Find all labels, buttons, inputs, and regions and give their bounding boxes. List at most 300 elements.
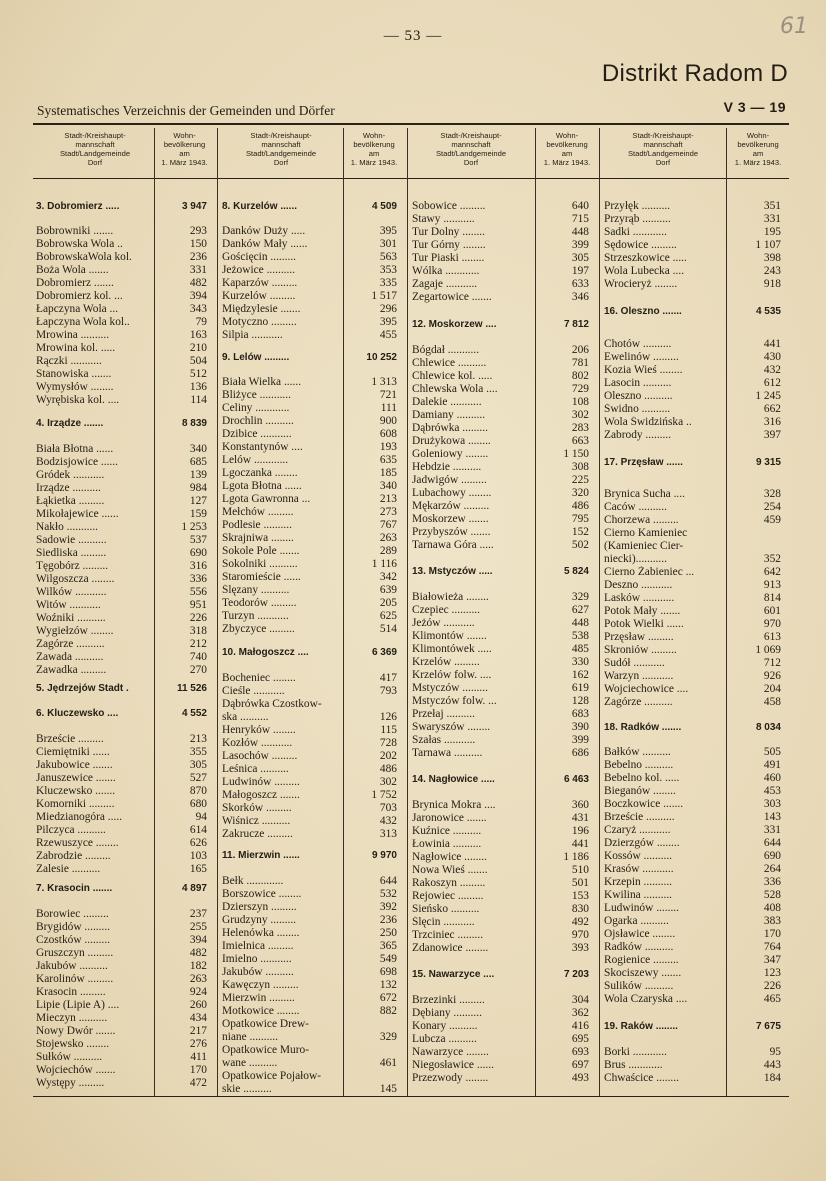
population-value: 486 [571, 500, 589, 512]
village-name: Kaparzów ......... [222, 277, 298, 289]
village-row [222, 685, 397, 698]
population-value: 432 [763, 364, 781, 376]
population-value: 482 [189, 947, 207, 959]
population-value: 432 [379, 815, 397, 827]
village-row [604, 618, 781, 631]
population-value: 336 [189, 573, 207, 585]
population-value: 690 [189, 547, 207, 559]
population-value: 635 [379, 454, 397, 466]
population-value: 398 [763, 252, 781, 264]
village-name: Lasocin .......... [604, 377, 672, 389]
village-row [604, 592, 781, 605]
population-value: 263 [189, 973, 207, 985]
village-name: Swaryszów ........ [412, 721, 491, 733]
village-name: Czostków ......... [36, 934, 111, 946]
gemeinde-row [604, 1020, 781, 1033]
population-value: 900 [379, 415, 397, 427]
village-name: Łapczyna Wola kol.. [36, 316, 130, 328]
population-value: 1 116 [371, 558, 397, 570]
population-value: 6 463 [563, 774, 589, 785]
gemeinde-name: 17. Przęsław ...... [604, 457, 683, 468]
village-name: Tęgobórz ......... [36, 560, 109, 572]
population-value: 226 [189, 612, 207, 624]
village-name: Czaryż ........... [604, 824, 671, 836]
gemeinde-row [222, 200, 397, 213]
header-line: Wohn- [746, 131, 770, 140]
village-row [36, 586, 207, 599]
gemeinde-row [604, 305, 781, 318]
village-row [36, 1012, 207, 1025]
village-row [412, 526, 589, 539]
population-value: 3 947 [181, 201, 207, 212]
population-value: 264 [763, 863, 781, 875]
village-name: Imielnica ......... [222, 940, 294, 952]
header-line: bevölkerung [353, 140, 395, 149]
population-value: 305 [571, 252, 589, 264]
village-name: Bliżyce ........... [222, 389, 291, 401]
village-name: Chlewska Wola .... [412, 383, 498, 395]
village-name: Przezwody ........ [412, 1072, 489, 1084]
village-row [604, 579, 781, 592]
village-name: Sieńsko .......... [412, 903, 480, 915]
village-name: Zagaje ........... [412, 278, 478, 290]
village-row [412, 721, 589, 734]
village-row [412, 682, 589, 695]
header-line: mannschaft [643, 140, 683, 149]
village-name: Lasków ........... [604, 592, 675, 604]
village-name: Jakubów .......... [222, 966, 294, 978]
village-row [222, 763, 397, 776]
population-value: 411 [190, 1051, 207, 1063]
header-line: 1. März 1943. [543, 158, 591, 167]
village-row [412, 474, 589, 487]
village-name: Łapczyna Wola ... [36, 303, 119, 315]
village-name: Komorniki ......... [36, 798, 115, 810]
village-name: Sudół ........... [604, 657, 665, 669]
population-value: 352 [763, 553, 781, 565]
village-row [222, 1044, 397, 1057]
village-name: Mełchów ......... [222, 506, 294, 518]
village-row [222, 415, 397, 428]
village-name: Rakoszyn ......... [412, 877, 486, 889]
population-value: 153 [571, 890, 589, 902]
population-value: 79 [195, 316, 207, 328]
population-value: 255 [189, 921, 207, 933]
village-row [412, 747, 589, 760]
village-row [36, 625, 207, 638]
village-row [604, 696, 781, 709]
population-value: 9 315 [755, 457, 781, 468]
village-name: Sulików .......... [604, 980, 674, 992]
population-value: 453 [763, 785, 781, 797]
village-row [222, 966, 397, 979]
population-value: 383 [763, 915, 781, 927]
village-name: Gródek ........... [36, 469, 105, 481]
village-name: Skociszewy ....... [604, 967, 682, 979]
population-value: 313 [379, 828, 397, 840]
population-value: 237 [189, 908, 207, 920]
population-value: 126 [379, 711, 397, 723]
header-population [727, 131, 789, 177]
village-row [222, 506, 397, 519]
village-name: Helenówka ........ [222, 927, 300, 939]
village-name: Staromieście ...... [222, 571, 301, 583]
village-row [412, 942, 589, 955]
village-row [604, 514, 781, 527]
village-row [412, 278, 589, 291]
village-name: wane .......... [222, 1057, 278, 1069]
village-row [222, 623, 397, 636]
population-value: 283 [571, 422, 589, 434]
village-row [604, 876, 781, 889]
village-row [36, 277, 207, 290]
population-value: 663 [571, 435, 589, 447]
column-divider [217, 128, 218, 1096]
population-value: 1 069 [755, 644, 781, 656]
village-row [604, 683, 781, 696]
population-value: 128 [571, 695, 589, 707]
village-name: Mieczyn .......... [36, 1012, 108, 1024]
population-value: 362 [571, 1007, 589, 1019]
village-name: Wiśnicz .......... [222, 815, 291, 827]
village-name: Miedzianogóra ..... [36, 811, 123, 823]
village-name: Szałas ........... [412, 734, 476, 746]
village-row [222, 584, 397, 597]
village-row [412, 864, 589, 877]
village-row [604, 993, 781, 1006]
village-name: Tur Dolny ........ [412, 226, 485, 238]
population-value: 563 [379, 251, 397, 263]
population-value: 170 [763, 928, 781, 940]
population-value: 210 [189, 342, 207, 354]
population-value: 392 [379, 901, 397, 913]
village-row [412, 291, 589, 304]
village-row [222, 251, 397, 264]
population-value: 608 [379, 428, 397, 440]
population-value: 633 [571, 278, 589, 290]
village-name: Krzelów folw. .... [412, 669, 492, 681]
header-line: Stadt-/Kreishaupt- [250, 131, 312, 140]
village-name: Bobrowska Wola .. [36, 238, 123, 250]
header-line: Wohn- [362, 131, 386, 140]
village-row [412, 929, 589, 942]
village-name: Brynica Mokra .... [412, 799, 496, 811]
village-name: Tur Górny ........ [412, 239, 486, 251]
population-value: 342 [379, 571, 397, 583]
village-row [222, 545, 397, 558]
population-value: 703 [379, 802, 397, 814]
village-row [604, 501, 781, 514]
population-value: 491 [763, 759, 781, 771]
header-line: Stadt-/Kreishaupt- [440, 131, 502, 140]
village-name: Dąbrówka ......... [412, 422, 488, 434]
village-row [604, 902, 781, 915]
village-name: ska .......... [222, 711, 269, 723]
header-place [412, 131, 530, 177]
village-name: Nakło ........... [36, 521, 99, 533]
village-row [412, 370, 589, 383]
village-name: Skorków ......... [222, 802, 292, 814]
village-name: Goleniowy ........ [412, 448, 489, 460]
village-row [36, 355, 207, 368]
population-value: 11 526 [176, 683, 207, 694]
population-value: 193 [379, 441, 397, 453]
village-row [36, 934, 207, 947]
header-population [155, 131, 214, 177]
village-row [222, 277, 397, 290]
village-name: Wojciechowice .... [604, 683, 689, 695]
population-value: 443 [763, 1059, 781, 1071]
village-row [36, 573, 207, 586]
population-value: 501 [571, 877, 589, 889]
village-row [222, 238, 397, 251]
village-name: Irządze .......... [36, 482, 101, 494]
village-name: Sokole Pole ....... [222, 545, 300, 557]
village-row [36, 508, 207, 521]
village-row [604, 863, 781, 876]
village-name: Siedliska ......... [36, 547, 107, 559]
population-value: 399 [571, 239, 589, 251]
population-value: 162 [571, 669, 589, 681]
village-row [222, 698, 397, 711]
village-row [36, 1064, 207, 1077]
population-value: 984 [189, 482, 207, 494]
village-row [222, 519, 397, 532]
header-line: Stadt/Landgemeinde [435, 149, 507, 158]
village-name: Drużykowa ........ [412, 435, 491, 447]
population-value: 728 [379, 737, 397, 749]
population-value: 260 [189, 999, 207, 1011]
gemeinde-name: 19. Raków ........ [604, 1021, 678, 1032]
village-name: Zabrodzie ......... [36, 850, 111, 862]
village-name: Wyrębiska kol. .... [36, 394, 120, 406]
header-line: Stadt/Landgemeinde [59, 149, 131, 158]
population-value: 642 [763, 566, 781, 578]
village-name: Tur Piaski ........ [412, 252, 485, 264]
population-value: 329 [379, 1031, 397, 1043]
village-row [222, 1083, 397, 1096]
village-row [412, 422, 589, 435]
village-row [604, 226, 781, 239]
gemeinde-name: 9. Lelów ......... [222, 352, 290, 363]
village-name: (Kamieniec Cier- [604, 540, 684, 552]
village-row [412, 252, 589, 265]
population-value: 353 [379, 264, 397, 276]
population-value: 1 245 [755, 390, 781, 402]
population-value: 504 [189, 355, 207, 367]
village-row [412, 1033, 589, 1046]
population-value: 514 [379, 623, 397, 635]
village-row [604, 416, 781, 429]
village-row [604, 915, 781, 928]
village-name: Bełk ............. [222, 875, 284, 887]
population-value: 764 [763, 941, 781, 953]
population-value: 331 [189, 264, 207, 276]
population-value: 202 [379, 750, 397, 762]
village-row [36, 599, 207, 612]
village-row [604, 605, 781, 618]
population-value: 185 [379, 467, 397, 479]
village-row [604, 670, 781, 683]
header-place [604, 131, 722, 177]
village-name: Dalekie ........... [412, 396, 482, 408]
village-row [222, 402, 397, 415]
population-value: 197 [571, 265, 589, 277]
population-value: 814 [763, 592, 781, 604]
population-value: 1 517 [371, 290, 397, 302]
population-value: 103 [189, 850, 207, 862]
gemeinde-name: 14. Nagłowice ..... [412, 774, 495, 785]
village-row [222, 992, 397, 1005]
population-value: 639 [379, 584, 397, 596]
population-value: 612 [763, 377, 781, 389]
population-value: 136 [189, 381, 207, 393]
population-value: 537 [189, 534, 207, 546]
village-row [222, 828, 397, 841]
village-row [222, 571, 397, 584]
village-name: Brus ............ [604, 1059, 663, 1071]
column-divider [599, 128, 600, 1096]
village-name: Chwaścice ........ [604, 1072, 679, 1084]
village-row [412, 890, 589, 903]
village-name: Kossów .......... [604, 850, 673, 862]
village-row [36, 759, 207, 772]
village-row [604, 566, 781, 579]
village-row [412, 851, 589, 864]
village-name: Caców .......... [604, 501, 667, 513]
village-row [222, 1057, 397, 1070]
village-name: Bógdał ........... [412, 344, 480, 356]
village-row [222, 914, 397, 927]
village-row [36, 316, 207, 329]
village-row [222, 815, 397, 828]
village-row [412, 825, 589, 838]
village-name: Jadwigów ......... [412, 474, 487, 486]
population-value: 1 253 [181, 521, 207, 533]
village-name: Danków Mały ...... [222, 238, 308, 250]
village-row [604, 837, 781, 850]
village-name: Kurzelów ......... [222, 290, 296, 302]
header-line: Wohn- [173, 131, 196, 140]
population-value: 330 [571, 656, 589, 668]
population-value: 460 [763, 772, 781, 784]
village-row [222, 597, 397, 610]
population-value: 502 [571, 539, 589, 551]
population-value: 441 [571, 838, 589, 850]
population-value: 683 [571, 708, 589, 720]
population-value: 627 [571, 604, 589, 616]
village-name: Potok Wielki ...... [604, 618, 684, 630]
village-name: Gruszczyn ......... [36, 947, 114, 959]
population-value: 4 509 [371, 201, 397, 212]
village-name: Skroniów ......... [604, 644, 677, 656]
village-row [36, 443, 207, 456]
village-row [412, 357, 589, 370]
village-row [36, 368, 207, 381]
village-name: Henryków ........ [222, 724, 296, 736]
village-row [412, 630, 589, 643]
village-row [36, 772, 207, 785]
village-row [36, 612, 207, 625]
header-line: Dorf [87, 158, 103, 167]
village-name: niane .......... [222, 1031, 278, 1043]
village-name: Małogoszcz ....... [222, 789, 300, 801]
village-row [222, 389, 397, 402]
village-row [222, 493, 397, 506]
village-name: Przybyszów ....... [412, 526, 491, 538]
population-value: 4 897 [181, 883, 207, 894]
village-name: Witów ........... [36, 599, 101, 611]
header-line: bevölkerung [546, 140, 588, 149]
village-name: Lasochów ......... [222, 750, 298, 762]
section-code: V 3 — 19 [723, 99, 786, 115]
population-value: 924 [189, 986, 207, 998]
village-row [604, 746, 781, 759]
population-value: 225 [571, 474, 589, 486]
population-value: 781 [571, 357, 589, 369]
village-row [36, 534, 207, 547]
population-value: 532 [379, 888, 397, 900]
village-name: Opatkowice Pojałow- [222, 1070, 322, 1082]
header-population [536, 131, 598, 177]
population-value: 882 [379, 1005, 397, 1017]
village-name: Mrowina kol. ..... [36, 342, 116, 354]
village-row [222, 724, 397, 737]
village-name: Mstyczów ......... [412, 682, 488, 694]
population-value: 458 [763, 696, 781, 708]
village-name: Oleszno .......... [604, 390, 673, 402]
population-value: 680 [189, 798, 207, 810]
village-name: Brzezinki ......... [412, 994, 485, 1006]
village-name: Lubachowy ........ [412, 487, 492, 499]
district-title: Distrikt Radom D [601, 60, 788, 87]
village-name: Chotów .......... [604, 338, 672, 350]
village-name: Danków Duży ..... [222, 225, 306, 237]
population-value: 254 [763, 501, 781, 513]
village-name: Damiany .......... [412, 409, 486, 421]
column-divider [535, 128, 536, 1096]
village-row [222, 441, 397, 454]
village-row [222, 303, 397, 316]
village-row [412, 812, 589, 825]
population-value: 205 [379, 597, 397, 609]
village-row [222, 480, 397, 493]
population-value: 347 [763, 954, 781, 966]
village-name: Jeżowice .......... [222, 264, 296, 276]
village-row [36, 225, 207, 238]
village-row [222, 1031, 397, 1044]
village-row [222, 737, 397, 750]
village-name: Podlesie .......... [222, 519, 292, 531]
village-name: Rzewuszyce ........ [36, 837, 119, 849]
village-name: Dąbrówka Czostkow- [222, 698, 322, 710]
population-value: 340 [189, 443, 207, 455]
village-row [604, 980, 781, 993]
population-value: 1 313 [371, 376, 397, 388]
population-value: 686 [571, 747, 589, 759]
village-row [412, 838, 589, 851]
village-row [412, 903, 589, 916]
population-value: 226 [763, 980, 781, 992]
population-value: 918 [763, 278, 781, 290]
village-row [412, 591, 589, 604]
village-name: Lgoczanka ........ [222, 467, 298, 479]
village-row [222, 428, 397, 441]
village-name: Dębiany .......... [412, 1007, 482, 1019]
population-value: 10 252 [366, 352, 397, 363]
population-value: 355 [189, 746, 207, 758]
village-name: Jakubowice ....... [36, 759, 113, 771]
